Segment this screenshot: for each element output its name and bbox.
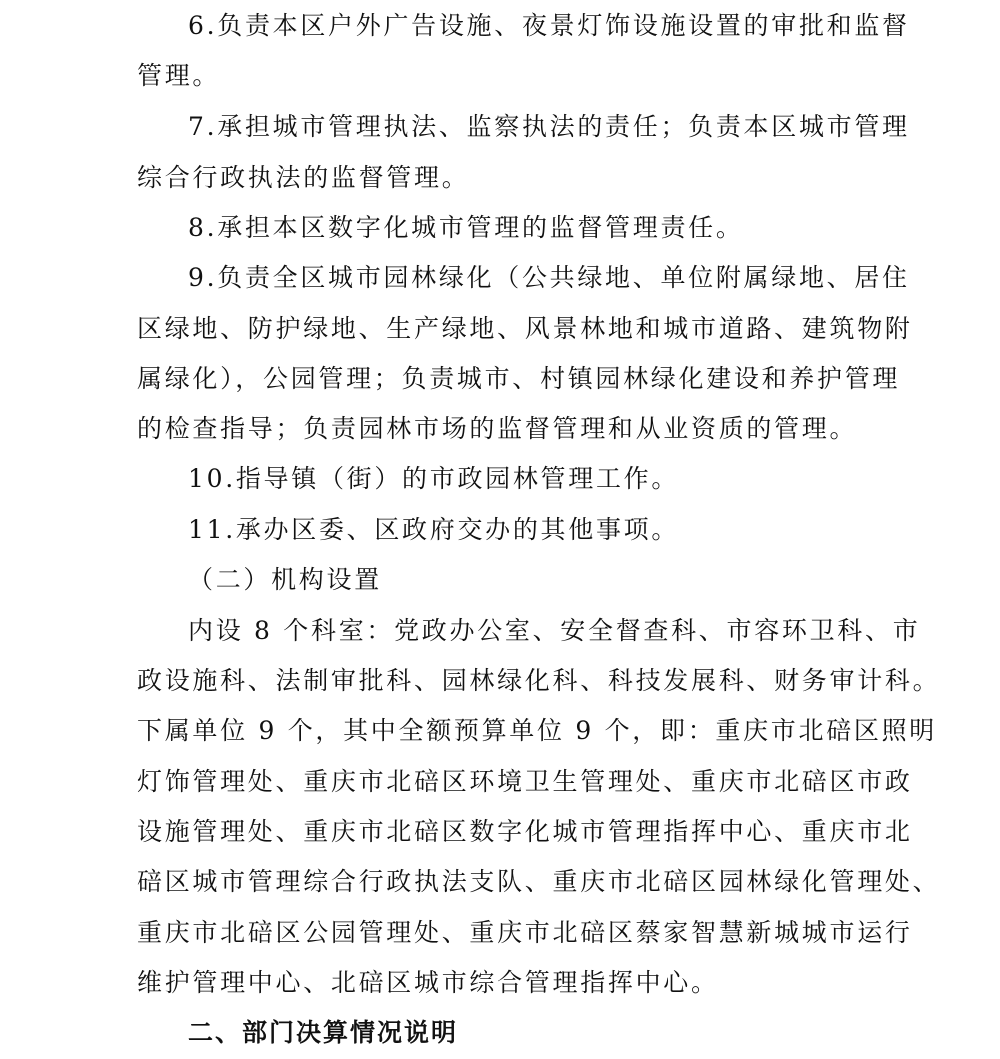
org-paragraph-line-7: 重庆市北碚区公园管理处、重庆市北碚区蔡家智慧新城城市运行	[137, 918, 913, 947]
org-paragraph-line-3: 下属单位 9 个，其中全额预算单位 9 个，即：重庆市北碚区照明	[137, 716, 938, 745]
section-heading: 二、部门决算情况说明	[188, 1018, 459, 1047]
item-10-line-1: 10.指导镇（街）的市政园林管理工作。	[188, 464, 680, 493]
org-paragraph-line-5: 设施管理处、重庆市北碚区数字化城市管理指挥中心、重庆市北	[137, 817, 913, 846]
org-setup-subheading: （二）机构设置	[188, 565, 382, 594]
item-11-line-1: 11.承办区委、区政府交办的其他事项。	[188, 515, 680, 544]
item-9-line-2: 区绿地、防护绿地、生产绿地、风景林地和城市道路、建筑物附	[137, 314, 913, 343]
item-9-line-3: 属绿化），公园管理；负责城市、村镇园林绿化建设和养护管理	[137, 364, 901, 393]
org-paragraph-line-4: 灯饰管理处、重庆市北碚区环境卫生管理处、重庆市北碚区市政	[137, 767, 913, 796]
org-paragraph-line-8: 维护管理中心、北碚区城市综合管理指挥中心。	[137, 968, 719, 997]
item-9-line-1: 9.负责全区城市园林绿化（公共绿地、单位附属绿地、居住	[188, 263, 910, 292]
org-paragraph-line-1: 内设 8 个科室：党政办公室、安全督查科、市容环卫科、市	[188, 616, 921, 645]
item-9-line-4: 的检查指导；负责园林市场的监督管理和从业资质的管理。	[137, 414, 858, 443]
item-6-line-2: 管理。	[137, 61, 221, 90]
org-paragraph-line-6: 碚区城市管理综合行政执法支队、重庆市北碚区园林绿化管理处、	[137, 867, 941, 896]
item-7-line-1: 7.承担城市管理执法、监察执法的责任；负责本区城市管理	[188, 112, 910, 141]
item-6-line-1: 6.负责本区户外广告设施、夜景灯饰设施设置的审批和监督	[188, 11, 910, 40]
item-8-line-1: 8.承担本区数字化城市管理的监督管理责任。	[188, 213, 744, 242]
item-7-line-2: 综合行政执法的监督管理。	[137, 163, 470, 192]
org-paragraph-line-2: 政设施科、法制审批科、园林绿化科、科技发展科、财务审计科。	[137, 666, 941, 695]
